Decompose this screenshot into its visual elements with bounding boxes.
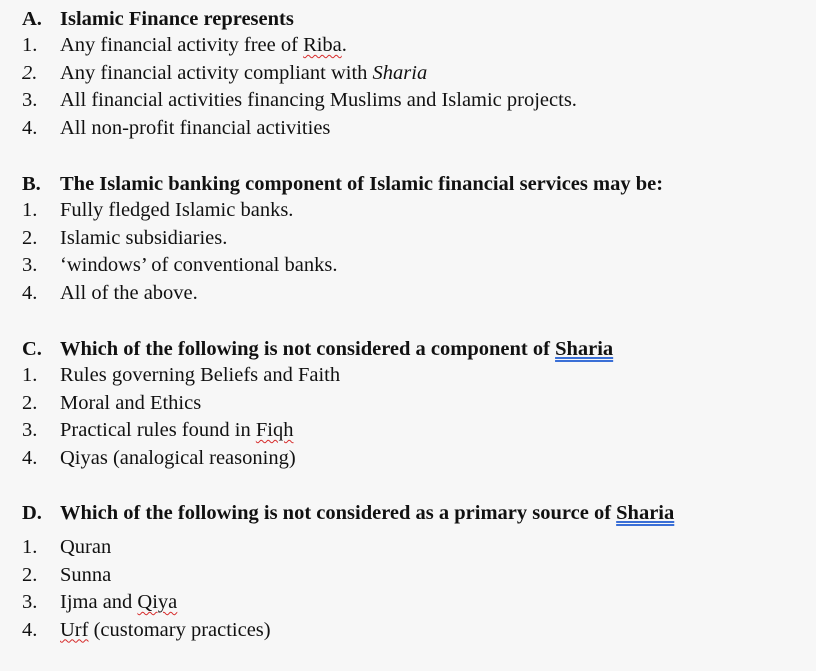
option-text: Any financial activity compliant with [60, 61, 373, 84]
option-number: 3. [22, 591, 38, 613]
option-number: 2. [22, 391, 38, 414]
option-number: 4. [22, 116, 38, 139]
question-a-option-4 [22, 115, 816, 143]
option-number: 2. [22, 226, 38, 249]
sharia-link[interactable]: Sharia [616, 502, 675, 524]
option-text: Rules governing Beliefs and Faith [60, 364, 341, 386]
question-b-heading [22, 171, 816, 197]
option-number: 1. [22, 364, 38, 386]
option-text: All non-profit financial activities [60, 116, 331, 139]
question-a-heading [22, 6, 816, 32]
question-c-option-4 [22, 445, 816, 473]
option-number: 4. [22, 281, 38, 304]
option-number: 1. [22, 199, 38, 221]
question-a-option-3 [22, 87, 816, 115]
spellcheck-flagged-word: Fiqh [255, 419, 294, 441]
question-b-letter: B. [22, 173, 41, 195]
question-a-letter: A. [22, 8, 42, 30]
spellcheck-flagged-word: Urf [60, 618, 89, 641]
option-number: 1. [22, 536, 38, 558]
option-text: Ijma and [60, 591, 138, 613]
option-text: ‘windows’ of conventional banks. [60, 254, 338, 276]
option-text-end: . [341, 34, 347, 56]
question-d-option-2 [22, 562, 816, 590]
option-text: Qiyas (analogical reasoning) [60, 446, 296, 469]
option-text: Sunna [60, 563, 112, 586]
option-number: 2. [22, 61, 38, 84]
spellcheck-flagged-word: Qiya [137, 591, 178, 613]
option-number: 3. [22, 89, 38, 111]
option-text: Islamic subsidiaries. [60, 226, 228, 249]
question-b-option-1 [22, 197, 816, 225]
option-number: 4. [22, 618, 38, 641]
option-text: Fully fledged Islamic banks. [60, 199, 294, 221]
option-text: Any financial activity free of [60, 34, 304, 56]
question-c-option-3 [22, 417, 816, 445]
option-italic-word: Sharia [372, 61, 428, 84]
question-c-letter: C. [22, 338, 42, 360]
question-b [22, 171, 816, 307]
question-a [22, 6, 816, 142]
question-a-option-1 [22, 32, 816, 60]
question-d-option-4 [22, 617, 816, 645]
question-d-heading [22, 500, 816, 526]
option-number: 3. [22, 254, 38, 276]
question-d-option-3 [22, 589, 816, 617]
question-c-heading [22, 336, 816, 362]
spellcheck-flagged-word: Riba [303, 34, 342, 56]
option-text: Practical rules found in [60, 419, 256, 441]
question-b-option-4 [22, 280, 816, 308]
option-text: Moral and Ethics [60, 391, 202, 414]
question-b-title: The Islamic banking component of Islamic financial services may be: [60, 173, 664, 195]
question-d-option-1 [22, 534, 816, 562]
question-c-title: Which of the following is not considered a component of [60, 338, 556, 360]
question-d-letter: D. [22, 502, 42, 524]
question-d-title: Which of the following is not considered as a primary source of [60, 502, 617, 524]
option-number: 4. [22, 446, 38, 469]
sharia-link[interactable]: Sharia [555, 338, 614, 360]
question-c [22, 336, 816, 472]
option-number: 3. [22, 419, 38, 441]
question-b-option-2 [22, 225, 816, 253]
option-text: All of the above. [60, 281, 198, 304]
question-a-option-2 [22, 60, 816, 88]
question-a-title: Islamic Finance represents [60, 8, 294, 30]
question-b-option-3 [22, 252, 816, 280]
question-c-option-1 [22, 362, 816, 390]
option-number: 1. [22, 34, 38, 56]
option-text: Quran [60, 536, 112, 558]
option-text-end: (customary practices) [88, 618, 271, 641]
option-text: All financial activities financing Muslims and Islamic projects. [60, 89, 577, 111]
question-d [22, 500, 816, 644]
question-c-option-2 [22, 390, 816, 418]
option-number: 2. [22, 563, 38, 586]
